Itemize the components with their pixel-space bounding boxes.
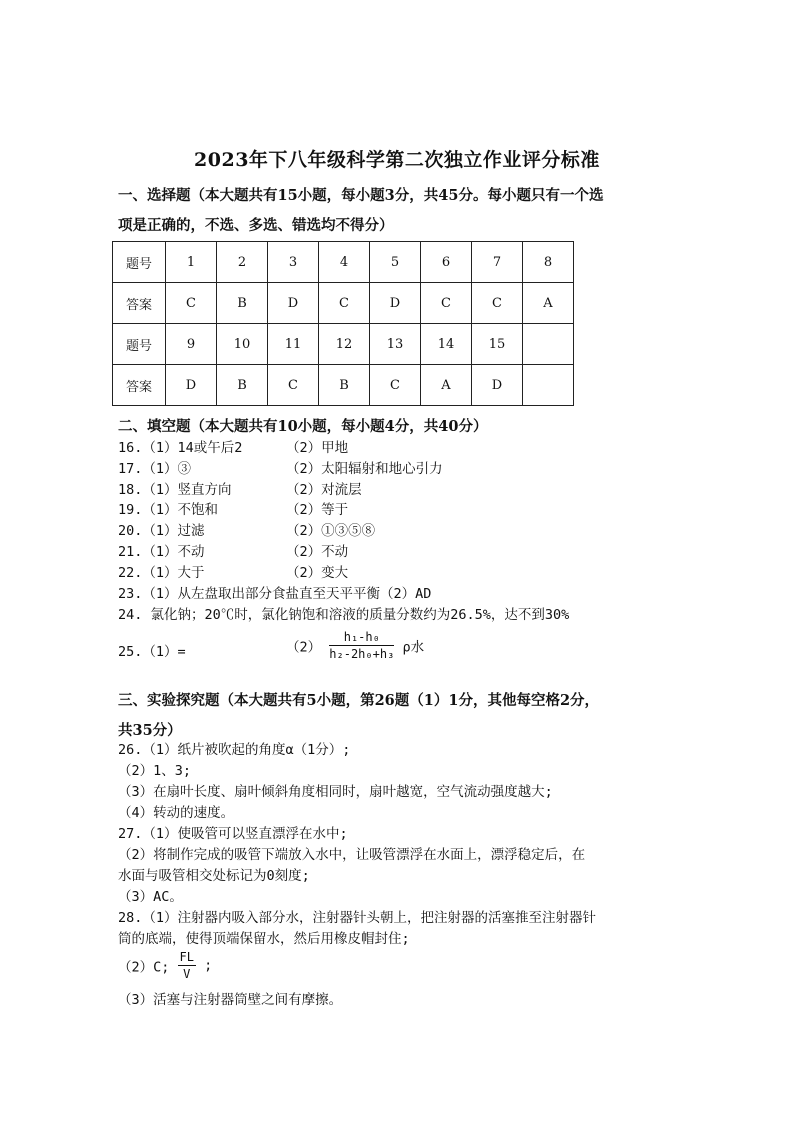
question-number: 10 [217, 324, 268, 365]
answer-part-1: 18.（1）竖直方向 [118, 482, 232, 498]
question-number: 7 [472, 242, 523, 283]
list-item: （3）AC。 [118, 889, 183, 905]
row-label: 题号 [113, 324, 166, 365]
section1-heading-line2: 项是正确的，不选、多选、错选均不得分） [118, 217, 394, 234]
question-number: 6 [421, 242, 472, 283]
question-number: 8 [523, 242, 574, 283]
answer-suffix: ; [204, 957, 213, 974]
fraction-denominator: h₂-2h₀+h₃ [329, 647, 395, 661]
answer-part-1: 21.（1）不动 [118, 544, 205, 560]
answer-part-2: （2）等于 [286, 502, 349, 518]
list-item: （2）1、3; [118, 763, 192, 779]
question-number: 12 [319, 324, 370, 365]
table-row [113, 365, 574, 406]
answer-part-1: 20.（1）过滤 [118, 523, 205, 539]
answer-cell: A [523, 283, 574, 324]
question-number: 15 [472, 324, 523, 365]
list-item: （3）活塞与注射器筒壁之间有摩擦。 [118, 992, 343, 1008]
question-number: 2 [217, 242, 268, 283]
list-item: 23.（1）从左盘取出部分食盐直至天平平衡（2）AD [118, 586, 432, 602]
row-label: 答案 [113, 283, 166, 324]
answer-part-1: 17.（1）③ [118, 461, 192, 477]
list-item [118, 459, 443, 479]
fraction [178, 950, 196, 981]
answer-part-1: 25.（1）= [118, 644, 186, 660]
list-item [118, 480, 362, 500]
list-item [118, 500, 349, 520]
question-number: 13 [370, 324, 421, 365]
answer-cell: B [217, 283, 268, 324]
question-number: 14 [421, 324, 472, 365]
list-item: （4）转动的速度。 [118, 805, 235, 821]
answer-part-1: 19.（1）不饱和 [118, 502, 219, 518]
question-number: 5 [370, 242, 421, 283]
page-title: 2023年下八年级科学第二次独立作业评分标准 [194, 149, 600, 171]
answer-part-2: （2）对流层 [286, 482, 362, 498]
answer-part-1: 16.（1）14或午后2 [118, 440, 243, 456]
section1-heading-line1: 一、选择题（本大题共有15小题，每小题3分，共45分。每小题只有一个选 [118, 187, 604, 204]
table-row [113, 242, 574, 283]
row-label: 题号 [113, 242, 166, 283]
fraction-numerator: h₁-h₀ [329, 630, 394, 646]
list-item [118, 438, 349, 458]
answer-part-2: （2）不动 [286, 544, 349, 560]
question-number: 1 [166, 242, 217, 283]
answer-part-2: （2）太阳辐射和地心引力 [286, 461, 443, 477]
answer-cell: C [268, 365, 319, 406]
question-number: 11 [268, 324, 319, 365]
question-number: 3 [268, 242, 319, 283]
answer-part-2: （2）甲地 [286, 440, 349, 456]
answer-cell: C [472, 283, 523, 324]
row-label: 答案 [113, 365, 166, 406]
list-item: 28.（1）注射器内吸入部分水，注射器针头朝上，把注射器的活塞推至注射器针 [118, 910, 597, 926]
list-item [118, 642, 186, 662]
table-row [113, 324, 574, 365]
fraction [329, 630, 394, 661]
answer-cell: C [421, 283, 472, 324]
answer-cell: D [166, 365, 217, 406]
answer-cell: C [166, 283, 217, 324]
section2-heading: 二、填空题（本大题共有10小题，每小题4分，共40分） [118, 418, 488, 435]
list-item: 24. 氯化钠；20℃时，氯化钠饱和溶液的质量分数约为26.5%，达不到30% [118, 607, 570, 623]
list-item [118, 521, 376, 541]
list-item [118, 563, 349, 583]
question-number: 4 [319, 242, 370, 283]
fraction-answer-25 [286, 630, 424, 661]
answer-part-1: 22.（1）大于 [118, 565, 205, 581]
answer-prefix: （2） [286, 639, 322, 656]
answer-part-2: （2）变大 [286, 565, 349, 581]
section3-body [118, 740, 683, 950]
question-number: 9 [166, 324, 217, 365]
answer-cell: B [217, 365, 268, 406]
fraction-denominator: V [183, 967, 191, 981]
list-item [118, 542, 349, 562]
fraction-numerator: FL [179, 950, 194, 964]
answer-part-2: （2）①③⑤⑧ [286, 523, 376, 539]
answer-cell: B [319, 365, 370, 406]
list-item: 27.（1）使吸管可以竖直漂浮在水中; [118, 826, 348, 842]
section3-heading-line1: 三、实验探究题（本大题共有5小题，第26题（1）1分，其他每空格2分， [118, 692, 600, 709]
answer-cell: C [370, 365, 421, 406]
list-item: （2）将制作完成的吸管下端放入水中，让吸管漂浮在水面上，漂浮稳定后，在 [118, 847, 586, 863]
list-item: 26.（1）纸片被吹起的角度α（1分）; [118, 742, 351, 758]
question-number [523, 324, 574, 365]
list-item: （3）在扇叶长度、扇叶倾斜角度相同时，扇叶越宽，空气流动强度越大; [118, 784, 553, 800]
list-item: 筒的底端，使得顶端保留水，然后用橡皮帽封住; [118, 931, 410, 947]
answer-cell [523, 365, 574, 406]
answer-prefix: （2）C; [118, 959, 170, 976]
answer-cell: D [268, 283, 319, 324]
rho-water: ρ水 [402, 639, 425, 656]
answer-table [112, 241, 574, 406]
fraction-answer-28 [118, 950, 212, 981]
section1-heading [118, 181, 688, 241]
answer-cell: D [472, 365, 523, 406]
table-row [113, 283, 574, 324]
answer-cell: C [319, 283, 370, 324]
section3-heading-line2: 共35分） [118, 722, 182, 739]
section3-heading [118, 686, 688, 746]
list-item: 水面与吸管相交处标记为0刻度; [118, 868, 310, 884]
answer-cell: A [421, 365, 472, 406]
answer-cell: D [370, 283, 421, 324]
